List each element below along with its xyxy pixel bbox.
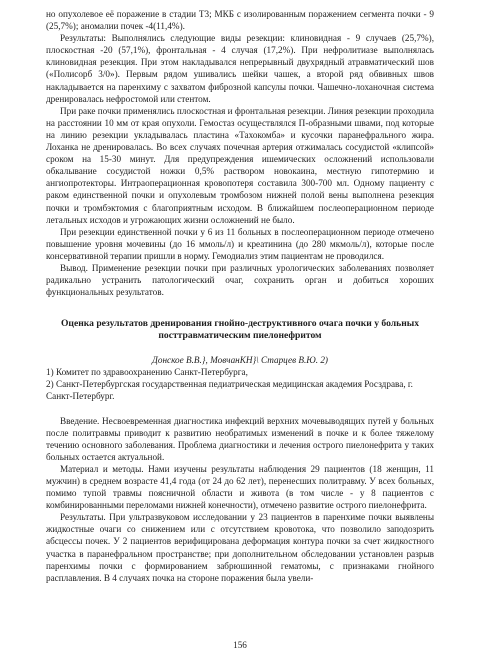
article-title-line-2: посттравматическим пиелонефритом (158, 330, 322, 342)
paragraph-intro: но опухолевое её поражение в стадии Т3; МКБ с изолированным поражением сегмента почки - 9 (25,7%); аномалии почек -4(11,4%). (46, 9, 434, 32)
paragraph-introduction: Введение. Несвоевременная диагностика инфекций верхних мочевыводящих путей у больных после политравмы приводит к развитию необратимых изменений в почке и к более тяжелому течению основного заболевания. Проблема диагностики и лечения острого пиелонефрита у таких больных остается актуальной. (46, 415, 434, 462)
paragraph-cancer-resection: При раке почки применялись плоскостная и фронтальная резекции. Линия резекции проходила на расстоянии 10 мм от края опухоли. Гемостаз осуществлялся П-образными швами, под которые на линию резекции укладывалась пластина «Тахокомба» и кусочки паранефрального жира. Лоханка не дренировалась. Во всех случаях почечная артерия отжималась сосудистой «клипсой» сроком на 15-30 минут. Для предупреждения ишемических осложнений использовали обкалывание сосудистой ножки 0,5% раствором новокаина, местную гипотермию и ангиопротекторы. Интраоперационная кровопотеря составила 300-700 мл. Одному пациенту с раком единственной почки и опухолевым тромбозом нижней полой вены выполнена резекция почки и тромбэктомия с благоприятным исходом. В ближайшем послеоперационном периоде летальных исходов и угрожающих жизни осложнений не было. (46, 105, 435, 225)
paragraph-methods: Материал и методы. Нами изучены результаты наблюдения 29 пациентов (18 женщин, 11 мужчин) в среднем возрасте 41,4 года (от 24 до 62 лет), перенесших политравму. У всех больных, помимо тупой травмы поясничной области и живота (в том числе - у 8 пациентов с комбинированными переломами нижней конечности), отмечено развитие острого пиелонефрита. (46, 463, 434, 511)
affiliation-2: 2) Санкт-Петербургская государственная педиатрическая медицинская академия Росздрава, г. Санкт-Петербург. (46, 379, 413, 402)
paragraph-conclusion: Вывод. Применение резекции почки при различных урологических заболеваниях позволяет радикально устранить патологический очаг, сохранить орган и добиться хороших функциональных результатов. (46, 262, 434, 298)
article-authors: Донское В.В.}, МовчанКН}\ Старцев В.Ю. 2) (152, 355, 328, 366)
paragraph-single-kidney: При резекции единственной почки у 6 из 11 больных в послеоперационном периоде отмечено повышение уровня мочевины (до 16 ммоль/л) и креатинина (до 280 мкмоль/л), которые после консервативной терапии пришли в норму. Гемодиализ этим пациентам не проводился. (46, 226, 434, 261)
paragraph-article-results: Результаты. При ультразвуковом исследовании у 23 пациентов в паренхиме почки выявлены жидкостные очаги со снижением или с отсутствием кровотока, что позволило заподозрить абсцессы почек. У 2 пациентов верифицирована деформация контура почки за счет жидкостного участка в паранефральном пространстве; при дополнительном обследовании установлен разрыв паренхимы почки с формированием забрюшинной гематомы, с признаками гнойного расплавления. В 4 случаях почка на стороне поражения была увели- (46, 512, 434, 583)
page-number: 156 (233, 640, 247, 650)
article-title-line-1: Оценка результатов дренирования гнойно-деструктивного очага почки у больных (60, 318, 420, 330)
article-title (46, 318, 434, 342)
affiliation-1: 1) Комитет по здравоохранению Санкт-Петербурга, (46, 367, 248, 378)
paragraph-results: Результаты: Выполнялись следующие виды резекции: клиновидная - 9 случаев (25,7%), плоскостная -20 (57,1%), фронтальная - 4 случая (17,2%). При нефролитиазе выполнялась клиновидная резекция. При этом накладывался непрерывный двухрядный атравматический шов («Полисорб 3/0»). Первым рядом ушивались шейки чашек, а второй ряд обвивных швов накладывается на паренхиму с захватом фиброзной капсулы почки. Чашечно-лоханочная система дренировалась нефростомой или стентом. (46, 33, 434, 104)
